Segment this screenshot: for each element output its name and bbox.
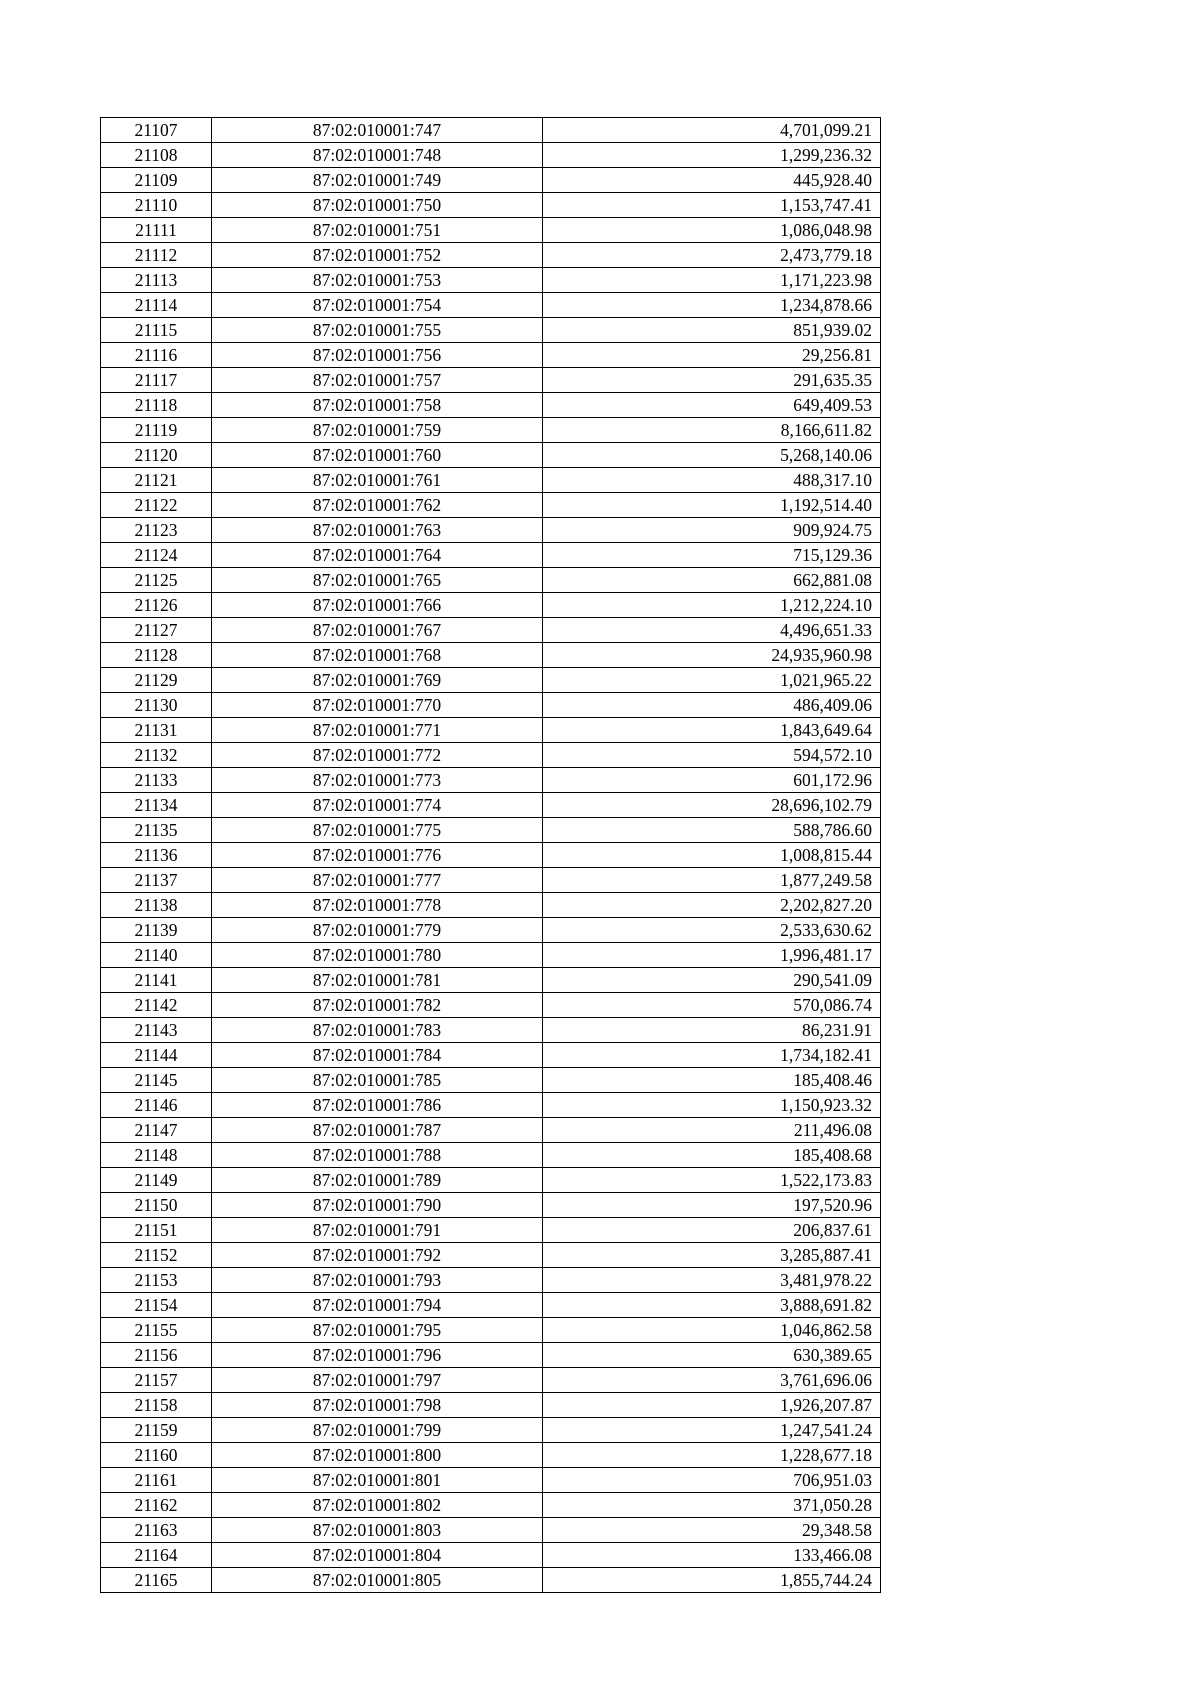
table-row xyxy=(101,1518,881,1543)
cadastral-number-cell: 87:02:010001:803 xyxy=(212,1518,543,1543)
cadastral-number-cell: 87:02:010001:792 xyxy=(212,1243,543,1268)
row-number-cell: 21154 xyxy=(101,1293,212,1318)
cadastral-number-cell: 87:02:010001:764 xyxy=(212,543,543,568)
cadastral-value-cell: 488,317.10 xyxy=(543,468,881,493)
table-row xyxy=(101,1193,881,1218)
row-number-cell: 21115 xyxy=(101,318,212,343)
table-row xyxy=(101,1143,881,1168)
cadastral-value-cell: 5,268,140.06 xyxy=(543,443,881,468)
cadastral-value-cell: 1,996,481.17 xyxy=(543,943,881,968)
table-row xyxy=(101,368,881,393)
cadastral-number-cell: 87:02:010001:756 xyxy=(212,343,543,368)
cadastral-value-cell: 662,881.08 xyxy=(543,568,881,593)
table-row xyxy=(101,1318,881,1343)
table-row xyxy=(101,593,881,618)
table-row xyxy=(101,793,881,818)
cadastral-number-cell: 87:02:010001:794 xyxy=(212,1293,543,1318)
cadastral-value-cell: 1,877,249.58 xyxy=(543,868,881,893)
cadastral-value-cell: 1,522,173.83 xyxy=(543,1168,881,1193)
row-number-cell: 21144 xyxy=(101,1043,212,1068)
row-number-cell: 21126 xyxy=(101,593,212,618)
cadastral-value-cell: 206,837.61 xyxy=(543,1218,881,1243)
cadastral-number-cell: 87:02:010001:776 xyxy=(212,843,543,868)
cadastral-number-cell: 87:02:010001:772 xyxy=(212,743,543,768)
table-row xyxy=(101,243,881,268)
cadastral-number-cell: 87:02:010001:790 xyxy=(212,1193,543,1218)
cadastral-value-cell: 2,473,779.18 xyxy=(543,243,881,268)
cadastral-value-cell: 909,924.75 xyxy=(543,518,881,543)
cadastral-value-cell: 588,786.60 xyxy=(543,818,881,843)
row-number-cell: 21148 xyxy=(101,1143,212,1168)
cadastral-number-cell: 87:02:010001:793 xyxy=(212,1268,543,1293)
row-number-cell: 21152 xyxy=(101,1243,212,1268)
row-number-cell: 21137 xyxy=(101,868,212,893)
cadastral-value-cell: 371,050.28 xyxy=(543,1493,881,1518)
cadastral-value-cell: 185,408.46 xyxy=(543,1068,881,1093)
table-body xyxy=(101,118,881,1593)
row-number-cell: 21133 xyxy=(101,768,212,793)
table-row xyxy=(101,293,881,318)
cadastral-number-cell: 87:02:010001:785 xyxy=(212,1068,543,1093)
row-number-cell: 21119 xyxy=(101,418,212,443)
cadastral-number-cell: 87:02:010001:765 xyxy=(212,568,543,593)
cadastral-number-cell: 87:02:010001:768 xyxy=(212,643,543,668)
cadastral-value-cell: 2,202,827.20 xyxy=(543,893,881,918)
cadastral-value-cell: 706,951.03 xyxy=(543,1468,881,1493)
cadastral-value-cell: 1,021,965.22 xyxy=(543,668,881,693)
table-row xyxy=(101,868,881,893)
table-row xyxy=(101,493,881,518)
cadastral-number-cell: 87:02:010001:757 xyxy=(212,368,543,393)
cadastral-number-cell: 87:02:010001:766 xyxy=(212,593,543,618)
table-row xyxy=(101,968,881,993)
row-number-cell: 21139 xyxy=(101,918,212,943)
cadastral-value-cell: 630,389.65 xyxy=(543,1343,881,1368)
cadastral-value-cell: 594,572.10 xyxy=(543,743,881,768)
table-row xyxy=(101,893,881,918)
cadastral-value-cell: 1,086,048.98 xyxy=(543,218,881,243)
table-row xyxy=(101,218,881,243)
cadastral-value-cell: 1,228,677.18 xyxy=(543,1443,881,1468)
row-number-cell: 21157 xyxy=(101,1368,212,1393)
cadastral-value-cell: 185,408.68 xyxy=(543,1143,881,1168)
row-number-cell: 21136 xyxy=(101,843,212,868)
cadastral-value-cell: 3,285,887.41 xyxy=(543,1243,881,1268)
table-row xyxy=(101,193,881,218)
cadastral-value-cell: 291,635.35 xyxy=(543,368,881,393)
table-row xyxy=(101,1018,881,1043)
row-number-cell: 21161 xyxy=(101,1468,212,1493)
cadastral-number-cell: 87:02:010001:754 xyxy=(212,293,543,318)
table-row xyxy=(101,543,881,568)
cadastral-number-cell: 87:02:010001:781 xyxy=(212,968,543,993)
row-number-cell: 21120 xyxy=(101,443,212,468)
table-row xyxy=(101,1343,881,1368)
table-row xyxy=(101,1118,881,1143)
row-number-cell: 21125 xyxy=(101,568,212,593)
cadastral-number-cell: 87:02:010001:778 xyxy=(212,893,543,918)
row-number-cell: 21141 xyxy=(101,968,212,993)
row-number-cell: 21107 xyxy=(101,118,212,143)
cadastral-number-cell: 87:02:010001:758 xyxy=(212,393,543,418)
row-number-cell: 21156 xyxy=(101,1343,212,1368)
cadastral-value-cell: 1,843,649.64 xyxy=(543,718,881,743)
row-number-cell: 21121 xyxy=(101,468,212,493)
table-row xyxy=(101,1368,881,1393)
cadastral-value-cell: 715,129.36 xyxy=(543,543,881,568)
cadastral-value-cell: 28,696,102.79 xyxy=(543,793,881,818)
cadastral-number-cell: 87:02:010001:801 xyxy=(212,1468,543,1493)
cadastral-value-cell: 4,496,651.33 xyxy=(543,618,881,643)
table-row xyxy=(101,1293,881,1318)
row-number-cell: 21110 xyxy=(101,193,212,218)
cadastral-number-cell: 87:02:010001:747 xyxy=(212,118,543,143)
cadastral-value-cell: 445,928.40 xyxy=(543,168,881,193)
table-row xyxy=(101,643,881,668)
row-number-cell: 21118 xyxy=(101,393,212,418)
cadastral-value-cell: 211,496.08 xyxy=(543,1118,881,1143)
table-row xyxy=(101,1243,881,1268)
row-number-cell: 21159 xyxy=(101,1418,212,1443)
row-number-cell: 21146 xyxy=(101,1093,212,1118)
row-number-cell: 21151 xyxy=(101,1218,212,1243)
table-row xyxy=(101,1168,881,1193)
cadastral-value-cell: 3,761,696.06 xyxy=(543,1368,881,1393)
table-row xyxy=(101,993,881,1018)
row-number-cell: 21149 xyxy=(101,1168,212,1193)
cadastral-value-cell: 24,935,960.98 xyxy=(543,643,881,668)
table-row xyxy=(101,168,881,193)
table-row xyxy=(101,568,881,593)
row-number-cell: 21124 xyxy=(101,543,212,568)
table-row xyxy=(101,943,881,968)
row-number-cell: 21145 xyxy=(101,1068,212,1093)
table-row xyxy=(101,918,881,943)
cadastral-value-cell: 4,701,099.21 xyxy=(543,118,881,143)
cadastral-value-cell: 1,150,923.32 xyxy=(543,1093,881,1118)
cadastral-number-cell: 87:02:010001:775 xyxy=(212,818,543,843)
cadastral-value-cell: 29,348.58 xyxy=(543,1518,881,1543)
cadastral-number-cell: 87:02:010001:804 xyxy=(212,1543,543,1568)
row-number-cell: 21112 xyxy=(101,243,212,268)
cadastral-number-cell: 87:02:010001:783 xyxy=(212,1018,543,1043)
cadastral-value-cell: 1,153,747.41 xyxy=(543,193,881,218)
cadastral-number-cell: 87:02:010001:769 xyxy=(212,668,543,693)
row-number-cell: 21153 xyxy=(101,1268,212,1293)
cadastral-number-cell: 87:02:010001:771 xyxy=(212,718,543,743)
table-row xyxy=(101,443,881,468)
cadastral-number-cell: 87:02:010001:786 xyxy=(212,1093,543,1118)
row-number-cell: 21163 xyxy=(101,1518,212,1543)
cadastral-value-cell: 1,734,182.41 xyxy=(543,1043,881,1068)
cadastral-number-cell: 87:02:010001:798 xyxy=(212,1393,543,1418)
table-row xyxy=(101,1268,881,1293)
cadastral-number-cell: 87:02:010001:802 xyxy=(212,1493,543,1518)
table-row xyxy=(101,418,881,443)
cadastral-number-cell: 87:02:010001:767 xyxy=(212,618,543,643)
cadastral-value-cell: 29,256.81 xyxy=(543,343,881,368)
cadastral-value-cell: 649,409.53 xyxy=(543,393,881,418)
table-row xyxy=(101,743,881,768)
cadastral-value-cell: 3,888,691.82 xyxy=(543,1293,881,1318)
cadastral-number-cell: 87:02:010001:796 xyxy=(212,1343,543,1368)
cadastral-number-cell: 87:02:010001:797 xyxy=(212,1368,543,1393)
cadastral-number-cell: 87:02:010001:753 xyxy=(212,268,543,293)
table-row xyxy=(101,1093,881,1118)
table-row xyxy=(101,718,881,743)
row-number-cell: 21128 xyxy=(101,643,212,668)
row-number-cell: 21114 xyxy=(101,293,212,318)
row-number-cell: 21147 xyxy=(101,1118,212,1143)
row-number-cell: 21155 xyxy=(101,1318,212,1343)
cadastral-number-cell: 87:02:010001:777 xyxy=(212,868,543,893)
document-page xyxy=(100,117,880,1593)
table-row xyxy=(101,1393,881,1418)
row-number-cell: 21116 xyxy=(101,343,212,368)
row-number-cell: 21143 xyxy=(101,1018,212,1043)
row-number-cell: 21129 xyxy=(101,668,212,693)
cadastral-value-cell: 570,086.74 xyxy=(543,993,881,1018)
cadastral-number-cell: 87:02:010001:795 xyxy=(212,1318,543,1343)
table-row xyxy=(101,468,881,493)
cadastral-value-cell: 1,234,878.66 xyxy=(543,293,881,318)
row-number-cell: 21132 xyxy=(101,743,212,768)
row-number-cell: 21164 xyxy=(101,1543,212,1568)
table-row xyxy=(101,393,881,418)
table-row xyxy=(101,318,881,343)
cadastral-number-cell: 87:02:010001:770 xyxy=(212,693,543,718)
table-row xyxy=(101,268,881,293)
cadastral-number-cell: 87:02:010001:759 xyxy=(212,418,543,443)
cadastral-value-cell: 1,171,223.98 xyxy=(543,268,881,293)
cadastral-value-cell: 86,231.91 xyxy=(543,1018,881,1043)
table-row xyxy=(101,1568,881,1593)
cadastral-value-cell: 851,939.02 xyxy=(543,318,881,343)
table-row xyxy=(101,143,881,168)
cadastral-value-cell: 290,541.09 xyxy=(543,968,881,993)
table-row xyxy=(101,1493,881,1518)
table-row xyxy=(101,693,881,718)
table-row xyxy=(101,768,881,793)
table-row xyxy=(101,668,881,693)
cadastral-value-cell: 3,481,978.22 xyxy=(543,1268,881,1293)
cadastral-value-cell: 1,212,224.10 xyxy=(543,593,881,618)
cadastral-value-cell: 1,247,541.24 xyxy=(543,1418,881,1443)
cadastral-value-cell: 601,172.96 xyxy=(543,768,881,793)
cadastral-number-cell: 87:02:010001:791 xyxy=(212,1218,543,1243)
cadastral-value-table xyxy=(100,117,881,1593)
row-number-cell: 21111 xyxy=(101,218,212,243)
cadastral-number-cell: 87:02:010001:774 xyxy=(212,793,543,818)
cadastral-value-cell: 1,046,862.58 xyxy=(543,1318,881,1343)
table-row xyxy=(101,118,881,143)
cadastral-number-cell: 87:02:010001:750 xyxy=(212,193,543,218)
row-number-cell: 21108 xyxy=(101,143,212,168)
row-number-cell: 21158 xyxy=(101,1393,212,1418)
cadastral-number-cell: 87:02:010001:782 xyxy=(212,993,543,1018)
row-number-cell: 21130 xyxy=(101,693,212,718)
cadastral-number-cell: 87:02:010001:800 xyxy=(212,1443,543,1468)
cadastral-value-cell: 1,192,514.40 xyxy=(543,493,881,518)
table-row xyxy=(101,1443,881,1468)
row-number-cell: 21131 xyxy=(101,718,212,743)
cadastral-number-cell: 87:02:010001:749 xyxy=(212,168,543,193)
row-number-cell: 21135 xyxy=(101,818,212,843)
row-number-cell: 21138 xyxy=(101,893,212,918)
row-number-cell: 21162 xyxy=(101,1493,212,1518)
cadastral-number-cell: 87:02:010001:752 xyxy=(212,243,543,268)
row-number-cell: 21142 xyxy=(101,993,212,1018)
cadastral-value-cell: 133,466.08 xyxy=(543,1543,881,1568)
row-number-cell: 21134 xyxy=(101,793,212,818)
table-row xyxy=(101,518,881,543)
table-row xyxy=(101,843,881,868)
table-row xyxy=(101,1468,881,1493)
cadastral-number-cell: 87:02:010001:755 xyxy=(212,318,543,343)
table-row xyxy=(101,1068,881,1093)
cadastral-value-cell: 2,533,630.62 xyxy=(543,918,881,943)
row-number-cell: 21165 xyxy=(101,1568,212,1593)
row-number-cell: 21123 xyxy=(101,518,212,543)
cadastral-number-cell: 87:02:010001:773 xyxy=(212,768,543,793)
cadastral-number-cell: 87:02:010001:760 xyxy=(212,443,543,468)
cadastral-number-cell: 87:02:010001:779 xyxy=(212,918,543,943)
table-row xyxy=(101,1418,881,1443)
cadastral-number-cell: 87:02:010001:788 xyxy=(212,1143,543,1168)
cadastral-number-cell: 87:02:010001:780 xyxy=(212,943,543,968)
table-row xyxy=(101,1543,881,1568)
cadastral-number-cell: 87:02:010001:762 xyxy=(212,493,543,518)
table-row xyxy=(101,1218,881,1243)
row-number-cell: 21127 xyxy=(101,618,212,643)
row-number-cell: 21150 xyxy=(101,1193,212,1218)
cadastral-number-cell: 87:02:010001:789 xyxy=(212,1168,543,1193)
row-number-cell: 21122 xyxy=(101,493,212,518)
cadastral-value-cell: 1,299,236.32 xyxy=(543,143,881,168)
cadastral-number-cell: 87:02:010001:761 xyxy=(212,468,543,493)
cadastral-number-cell: 87:02:010001:787 xyxy=(212,1118,543,1143)
cadastral-number-cell: 87:02:010001:799 xyxy=(212,1418,543,1443)
cadastral-value-cell: 197,520.96 xyxy=(543,1193,881,1218)
table-row xyxy=(101,618,881,643)
cadastral-value-cell: 1,926,207.87 xyxy=(543,1393,881,1418)
table-row xyxy=(101,1043,881,1068)
cadastral-number-cell: 87:02:010001:763 xyxy=(212,518,543,543)
row-number-cell: 21113 xyxy=(101,268,212,293)
cadastral-number-cell: 87:02:010001:784 xyxy=(212,1043,543,1068)
cadastral-value-cell: 1,008,815.44 xyxy=(543,843,881,868)
row-number-cell: 21109 xyxy=(101,168,212,193)
cadastral-number-cell: 87:02:010001:748 xyxy=(212,143,543,168)
cadastral-number-cell: 87:02:010001:751 xyxy=(212,218,543,243)
row-number-cell: 21140 xyxy=(101,943,212,968)
table-row xyxy=(101,343,881,368)
table-row xyxy=(101,818,881,843)
cadastral-value-cell: 486,409.06 xyxy=(543,693,881,718)
cadastral-number-cell: 87:02:010001:805 xyxy=(212,1568,543,1593)
row-number-cell: 21117 xyxy=(101,368,212,393)
row-number-cell: 21160 xyxy=(101,1443,212,1468)
cadastral-value-cell: 8,166,611.82 xyxy=(543,418,881,443)
cadastral-value-cell: 1,855,744.24 xyxy=(543,1568,881,1593)
